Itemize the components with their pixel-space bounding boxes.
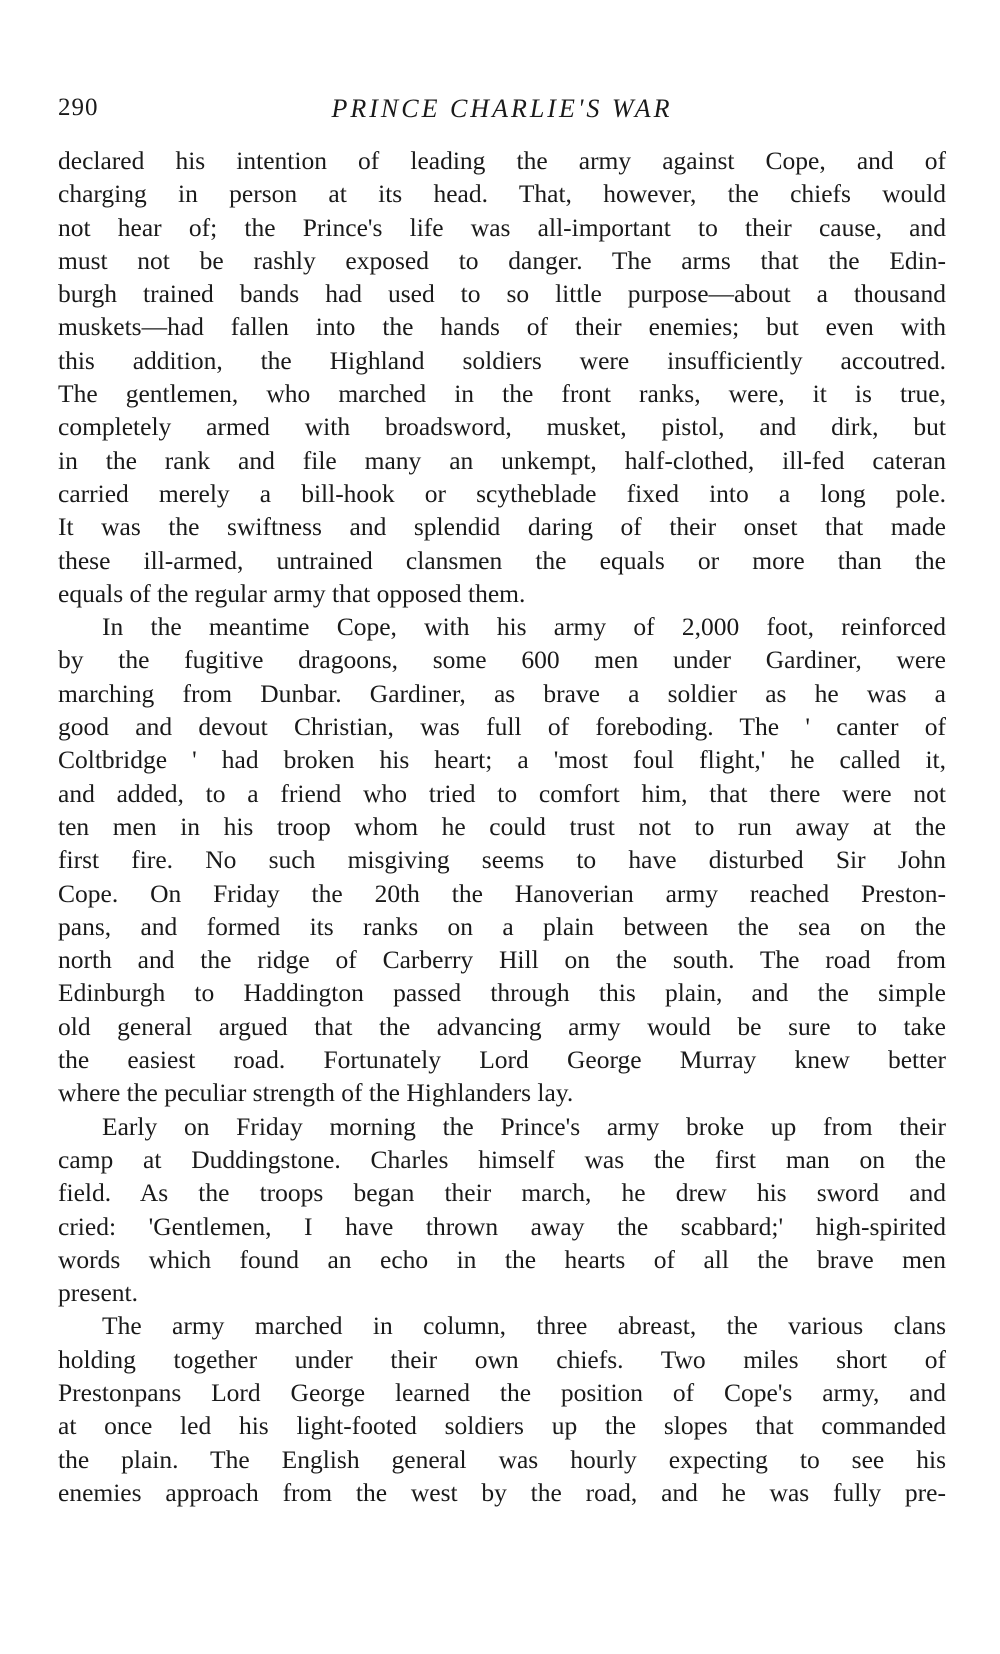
text-line: burgh trained bands had used to so little purpose—about a thousand [58, 279, 946, 309]
text-line: words which found an echo in the hearts of all the brave men [58, 1244, 946, 1274]
text-line: Prestonpans Lord George learned the position of Cope's army, and [58, 1377, 946, 1407]
text-line: the plain. The English general was hourly expecting to see his [58, 1444, 946, 1474]
paragraph [58, 144, 946, 610]
text-line: old general argued that the advancing army would be sure to take [58, 1011, 946, 1041]
text-line: Coltbridge ' had broken his heart; a 'most foul flight,' he called it, [58, 745, 946, 775]
text-line: must not be rashly exposed to danger. The arms that the Edin- [58, 245, 946, 275]
text-line: these ill-armed, untrained clansmen the equals or more than the [58, 545, 946, 575]
paragraph [58, 610, 946, 1109]
text-line: carried merely a bill-hook or scytheblade fixed into a long pole. [58, 478, 946, 508]
text-line: charging in person at its head. That, however, the chiefs would [58, 179, 946, 209]
text-line: ten men in his troop whom he could trust not to run away at the [58, 811, 946, 841]
running-head [58, 90, 946, 130]
text-line: The gentlemen, who marched in the front ranks, were, it is true, [58, 379, 946, 409]
text-line: Cope. On Friday the 20th the Hanoverian army reached Preston- [58, 878, 946, 908]
text-line: good and devout Christian, was full of foreboding. The ' canter of [58, 712, 946, 742]
text-line: holding together under their own chiefs. Two miles short of [58, 1344, 946, 1374]
text-line: not hear of; the Prince's life was all-important to their cause, and [58, 212, 946, 242]
text-line: this addition, the Highland soldiers were insufficiently accoutred. [58, 345, 946, 375]
text-line: field. As the troops began their march, he drew his sword and [58, 1178, 946, 1208]
book-page [58, 90, 946, 1509]
text-line: marching from Dunbar. Gardiner, as brave a soldier as he was a [58, 678, 946, 708]
paragraph [58, 1110, 946, 1310]
text-line: by the fugitive dragoons, some 600 men under Gardiner, were [58, 645, 946, 675]
text-line: The army marched in column, three abreast, the various clans [102, 1311, 946, 1341]
text-line: at once led his light-footed soldiers up the slopes that commanded [58, 1411, 946, 1441]
text-line: It was the swiftness and splendid daring of their onset that made [58, 512, 946, 542]
text-line: first fire. No such misgiving seems to have disturbed Sir John [58, 845, 946, 875]
text-line: the easiest road. Fortunately Lord George Murray knew better [58, 1045, 946, 1075]
text-line: where the peculiar strength of the Highlanders lay. [58, 1078, 574, 1108]
body-text [58, 144, 946, 1509]
text-line: Edinburgh to Haddington passed through this plain, and the simple [58, 978, 946, 1008]
text-line: and added, to a friend who tried to comfort him, that there were not [58, 778, 946, 808]
text-line: In the meantime Cope, with his army of 2,000 foot, reinforced [102, 612, 946, 642]
text-line: Early on Friday morning the Prince's army broke up from their [102, 1111, 946, 1141]
text-line: enemies approach from the west by the road, and he was fully pre- [58, 1477, 946, 1507]
text-line: equals of the regular army that opposed them. [58, 578, 526, 608]
text-line: completely armed with broadsword, musket, pistol, and dirk, but [58, 412, 946, 442]
text-line: cried: 'Gentlemen, I have thrown away the scabbard;' high-spirited [58, 1211, 946, 1241]
text-line: muskets—had fallen into the hands of their enemies; but even with [58, 312, 946, 342]
text-line: present. [58, 1278, 139, 1308]
paragraph [58, 1309, 946, 1509]
running-title: PRINCE CHARLIE'S WAR [331, 94, 673, 123]
text-line: north and the ridge of Carberry Hill on the south. The road from [58, 945, 946, 975]
text-line: pans, and formed its ranks on a plain between the sea on the [58, 911, 946, 941]
text-line: in the rank and file many an unkempt, half-clothed, ill-fed cateran [58, 445, 946, 475]
page-number: 290 [58, 94, 99, 121]
text-line: camp at Duddingstone. Charles himself was the first man on the [58, 1144, 946, 1174]
text-line: declared his intention of leading the army against Cope, and of [58, 146, 946, 175]
